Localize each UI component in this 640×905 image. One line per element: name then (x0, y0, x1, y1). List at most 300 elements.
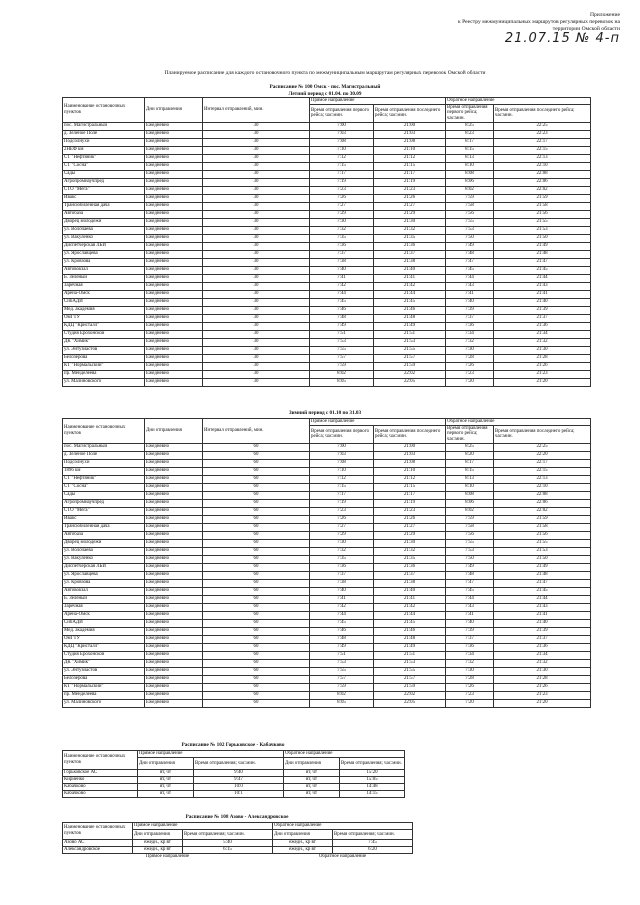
table-cell: 60 (203, 475, 310, 483)
col-backward: Обратное направление (446, 419, 591, 426)
table-cell: 21:45 (494, 587, 591, 595)
table-cell: 21:40 (374, 587, 446, 595)
table-cell: 7:58 (446, 523, 494, 531)
table-row (63, 523, 591, 531)
table-cell: 21:34 (494, 330, 591, 338)
stop-name-cell: СибАДИ (63, 619, 145, 627)
table-cell: Ежедневно (145, 483, 203, 491)
table-cell: 7:03 (310, 451, 374, 459)
col-forward: Прямое направление (310, 98, 446, 105)
table-cell: Ежедневно (145, 378, 203, 386)
table-cell: 21:46 (374, 306, 446, 314)
col-backward: Обратное направление (284, 751, 405, 758)
table-cell: 7:53 (446, 226, 494, 234)
table-cell: 21:56 (494, 210, 591, 218)
stop-name-cell: СТ "Нефтяник" (63, 154, 145, 162)
table-cell: 30 (203, 266, 310, 274)
stop-name-cell: Диспетчерская ЛБИ (63, 242, 145, 250)
stop-name-cell: Азово АС (63, 840, 133, 847)
table-cell: 60 (203, 587, 310, 595)
table-cell: 21:30 (494, 667, 591, 675)
table-cell: 7:08 (310, 138, 374, 146)
table-cell: 30 (203, 170, 310, 178)
route100-winter-table (62, 418, 591, 708)
table-cell: 10:0 (194, 784, 284, 791)
table-cell: Ежедневно (145, 507, 203, 515)
table-cell: Ежедневно (145, 515, 203, 523)
table-cell: 22:15 (494, 467, 591, 475)
table-cell: Ежедневно (145, 459, 203, 467)
table-cell: Ежедневно (145, 226, 203, 234)
table-cell: 22:25 (494, 122, 591, 130)
table-cell: 10:1 (194, 791, 284, 798)
table-cell: 22:08 (494, 491, 591, 499)
table-cell: вт, чт (138, 791, 194, 798)
stop-name-cell: Горьковское АС (63, 770, 138, 777)
table-cell: Ежедневно (145, 547, 203, 555)
stop-name-cell: КТ "Нормальский" (63, 362, 145, 370)
table-cell: 60 (203, 667, 310, 675)
stop-name-cell: ОмГТУ (63, 314, 145, 322)
table-cell: 30 (203, 306, 310, 314)
table-row (63, 691, 591, 699)
table-cell: 21:49 (374, 322, 446, 330)
table-row (63, 154, 591, 162)
table-cell: 21:23 (494, 691, 591, 699)
table-cell: 22:08 (494, 170, 591, 178)
table-cell: 7:48 (446, 571, 494, 579)
table-cell: 21:50 (494, 555, 591, 563)
table-cell: 7:38 (310, 579, 374, 587)
table-cell: 7:41 (310, 595, 374, 603)
table-cell: Ежедневно (145, 338, 203, 346)
route108-title (62, 814, 412, 821)
table-cell: 7:37 (310, 571, 374, 579)
stop-name-cell: 2НЕФ км (63, 146, 145, 154)
appendix-block (410, 12, 620, 46)
table-cell: 7:40 (446, 619, 494, 627)
table-cell: 22:10 (494, 162, 591, 170)
table-cell: 60 (203, 603, 310, 611)
table-cell: ежедн., кр вт (273, 847, 333, 854)
table-cell: 7:15 (310, 162, 374, 170)
table-row (63, 571, 591, 579)
stop-name-cell: Белозерова (63, 354, 145, 362)
table-cell: 21:42 (374, 603, 446, 611)
table-cell: 60 (203, 507, 310, 515)
table-cell: 60 (203, 683, 310, 691)
table-cell: 8:05 (310, 699, 374, 707)
table-cell: 15:05 (340, 777, 405, 784)
table-cell: 60 (203, 523, 310, 531)
table-cell: 60 (203, 595, 310, 603)
table-cell: 30 (203, 242, 310, 250)
table-row (63, 234, 591, 242)
table-cell: 7:20 (446, 378, 494, 386)
table-cell: 21:15 (374, 483, 446, 491)
table-cell: 7:36 (310, 563, 374, 571)
table-cell: 21:57 (374, 354, 446, 362)
table-cell: 7:59 (446, 515, 494, 523)
stop-name-cell: Агропромнаучпред (63, 499, 145, 507)
table-cell: 21:32 (494, 338, 591, 346)
table-cell: 8:25 (446, 443, 494, 451)
stop-name-cell: Автовокзал (63, 266, 145, 274)
table-cell: 7:48 (310, 314, 374, 322)
col-backward: Обратное направление (446, 98, 591, 105)
table-row (63, 619, 591, 627)
table-cell: 6:20 (333, 847, 413, 854)
stop-name-cell: Дворец молодежи (63, 218, 145, 226)
table-row (63, 791, 405, 798)
table-cell: 21:28 (494, 675, 591, 683)
table-cell: Ежедневно (145, 475, 203, 483)
table-cell: 8:02 (310, 691, 374, 699)
table-cell: Ежедневно (145, 531, 203, 539)
table-row (63, 595, 591, 603)
stop-name-cell: ДК "Химик" (63, 338, 145, 346)
table-cell: 7:50 (446, 555, 494, 563)
table-cell: Ежедневно (145, 154, 203, 162)
table-cell: 30 (203, 202, 310, 210)
table-cell: 7:55 (310, 346, 374, 354)
table-cell: Ежедневно (145, 595, 203, 603)
table-cell: 21:55 (374, 667, 446, 675)
table-cell: 7:30 (310, 218, 374, 226)
table-cell: 7:08 (310, 459, 374, 467)
table-cell: 30 (203, 346, 310, 354)
table-cell: Ежедневно (145, 170, 203, 178)
summer-period-title: Летний период с 01.04. по 30.09 (288, 90, 362, 97)
table-cell: 22:20 (494, 451, 591, 459)
table-cell: Ежедневно (145, 603, 203, 611)
table-cell: 22:06 (494, 178, 591, 186)
table-cell: 21:53 (494, 547, 591, 555)
stop-name-cell: Диспетчерская ЛБИ (63, 563, 145, 571)
table-cell: 7:28 (446, 354, 494, 362)
table-cell: 60 (203, 531, 310, 539)
stop-name-cell: Агропромнаучпред (63, 178, 145, 186)
route100-title-text: Расписание № 100 Омск - пос. Магистральный (269, 84, 381, 90)
table-cell: вт, чт (138, 784, 194, 791)
stop-name-cell: Подсолнухи (63, 459, 145, 467)
table-cell: 21:43 (494, 603, 591, 611)
col-fwd-time: Время отправления; час:мин. (194, 758, 284, 770)
table-cell: вт, чт (138, 777, 194, 784)
table-cell: 7:32 (446, 338, 494, 346)
table-cell: 60 (203, 491, 310, 499)
table-cell: 21:44 (374, 290, 446, 298)
col-back-time: Время отправления; час:мин. (333, 830, 413, 840)
table-cell: 7:53 (310, 659, 374, 667)
table-cell: Ежедневно (145, 122, 203, 130)
route102-title (62, 742, 404, 749)
table-cell: Ежедневно (145, 675, 203, 683)
table-cell: 7:51 (310, 651, 374, 659)
table-cell: ежедн., кр вт (133, 847, 183, 854)
stop-name-cell: СТО "Мега" (63, 186, 145, 194)
table-row (63, 306, 591, 314)
table-cell: 21:48 (494, 250, 591, 258)
stop-name-cell: пр. Менделеева (63, 691, 145, 699)
table-cell: 22:15 (494, 146, 591, 154)
table-cell: 60 (203, 547, 310, 555)
table-row (63, 587, 591, 595)
table-cell: 14:48 (340, 784, 405, 791)
table-cell: 7:35 (310, 555, 374, 563)
table-cell: 22:25 (494, 443, 591, 451)
stop-name-cell: СибАДИ (63, 298, 145, 306)
table-cell: 21:27 (374, 202, 446, 210)
table-cell: 21:48 (374, 635, 446, 643)
col-back-first: Время отправления первого рейса; час:мин. (446, 104, 494, 122)
table-cell: 8:06 (446, 178, 494, 186)
table-cell: 8:02 (446, 507, 494, 515)
table-row (63, 611, 591, 619)
table-row (63, 122, 591, 130)
table-row (63, 659, 591, 667)
table-cell: 22:23 (494, 130, 591, 138)
table-cell: 7:27 (310, 202, 374, 210)
table-cell: Ежедневно (145, 499, 203, 507)
col-stop: Наименование остановочных пунктов (63, 98, 145, 123)
table-cell: 21:41 (374, 274, 446, 282)
appendix-line1: Приложение (589, 12, 620, 18)
table-cell: 30 (203, 290, 310, 298)
table-cell: 7:20 (446, 699, 494, 707)
table-cell: 21:41 (494, 611, 591, 619)
stop-name-cell: пос. Магистральный (63, 443, 145, 451)
table-cell: 60 (203, 483, 310, 491)
table-cell: Ежедневно (145, 699, 203, 707)
table-cell: 7:59 (310, 683, 374, 691)
table-cell: 30 (203, 314, 310, 322)
col-fwd-first: Время отправления первого рейса; час:мин. (310, 104, 374, 122)
table-cell: 21:58 (494, 523, 591, 531)
table-cell: 7:23 (446, 691, 494, 699)
table-cell: 7:43 (446, 282, 494, 290)
table-cell: 7:15 (310, 483, 374, 491)
table-cell: 7:17 (310, 491, 374, 499)
table-cell: 8:13 (446, 475, 494, 483)
table-cell: 8:08 (446, 491, 494, 499)
table-cell: Ежедневно (145, 667, 203, 675)
table-cell: 30 (203, 282, 310, 290)
table-cell: 7:47 (446, 258, 494, 266)
table-cell: 21:12 (374, 475, 446, 483)
col-fwd-days: Дни отправления (138, 758, 194, 770)
stop-name-cell: Трансюбилейная дача (63, 202, 145, 210)
table-row (63, 354, 591, 362)
table-cell: 7:49 (446, 242, 494, 250)
table-cell: 7:53 (310, 338, 374, 346)
table-cell: 30 (203, 218, 310, 226)
table-cell: 21:35 (374, 555, 446, 563)
table-cell: 7:44 (446, 274, 494, 282)
table-cell: 7:37 (310, 250, 374, 258)
stop-name-cell: ул. Малиновского (63, 378, 145, 386)
stop-name-cell: СТ "Нефтяник" (63, 475, 145, 483)
table-cell: 21:35 (374, 234, 446, 242)
table-cell: ежедн., кр вт (133, 840, 183, 847)
table-cell: 21:40 (494, 619, 591, 627)
table-cell: 21:37 (494, 314, 591, 322)
table-cell: Ежедневно (145, 330, 203, 338)
table-cell: 7:44 (310, 290, 374, 298)
table-cell: 30 (203, 226, 310, 234)
stop-name-cell: Заречная (63, 282, 145, 290)
table-row (63, 667, 591, 675)
table-cell: 21:53 (374, 338, 446, 346)
table-row (63, 138, 591, 146)
table-cell: 7:12 (310, 154, 374, 162)
table-cell: 7:26 (446, 683, 494, 691)
table-cell: 21:10 (374, 467, 446, 475)
table-cell: 6:15 (183, 847, 273, 854)
col-back-days: Дни отправления (273, 830, 333, 840)
table-cell: 30 (203, 370, 310, 378)
table-cell: 7:12 (310, 475, 374, 483)
stop-name-cell: Автовокзал (63, 587, 145, 595)
table-cell: 7:23 (446, 370, 494, 378)
table-cell: 22:17 (494, 138, 591, 146)
table-cell: 21:41 (374, 595, 446, 603)
table-cell: 7:36 (446, 643, 494, 651)
table-cell: 60 (203, 579, 310, 587)
table-cell: 30 (203, 178, 310, 186)
route102-title-text: Расписание № 102 Горьковское - Кабачково (181, 742, 285, 748)
table-row (63, 186, 591, 194)
stop-name-cell: Заречная (63, 603, 145, 611)
table-cell: вт, чт (284, 784, 340, 791)
table-cell: 22:17 (494, 459, 591, 467)
table-cell: 7:26 (310, 194, 374, 202)
table-cell: 7:56 (446, 210, 494, 218)
table-cell: 60 (203, 499, 310, 507)
col-stop: Наименование остановочных пунктов (63, 419, 145, 444)
table-cell: Ежедневно (145, 250, 203, 258)
table-cell: Ежедневно (145, 130, 203, 138)
col-days: Дни отправления (145, 98, 203, 123)
table-row (63, 547, 591, 555)
table-cell: 30 (203, 338, 310, 346)
table-cell: 60 (203, 467, 310, 475)
table-cell: 21:34 (494, 651, 591, 659)
table-cell: 7:51 (310, 330, 374, 338)
table-cell: Ежедневно (145, 322, 203, 330)
appendix-line2: к Реестру межмуниципальных маршрутов регулярных перевозок на (458, 19, 620, 25)
table-cell: Ежедневно (145, 611, 203, 619)
table-cell: 7:59 (310, 362, 374, 370)
table-cell: 14:15 (340, 791, 405, 798)
table-cell: Ежедневно (145, 354, 203, 362)
stop-name-cell: КДЦ "Кристалл" (63, 322, 145, 330)
stop-name-cell: Мед. академия (63, 627, 145, 635)
table-cell: 22:05 (374, 378, 446, 386)
stop-name-cell: Подсолнухи (63, 138, 145, 146)
table-row (63, 539, 591, 547)
stop-name-cell: пр. Менделеева (63, 370, 145, 378)
stop-name-cell: ул. Энтузиастов (63, 346, 145, 354)
table-cell: 21:57 (374, 675, 446, 683)
stop-name-cell: Кириенко (63, 777, 138, 784)
table-cell: 60 (203, 635, 310, 643)
table-cell: 21:28 (494, 354, 591, 362)
table-cell: 21:03 (374, 130, 446, 138)
table-row (63, 250, 591, 258)
table-row (63, 467, 591, 475)
table-cell: Ежедневно (145, 362, 203, 370)
winter-period-title (60, 410, 590, 417)
table-cell: 21:37 (494, 635, 591, 643)
table-cell: 7:36 (310, 242, 374, 250)
table-row (63, 298, 591, 306)
table-cell: 21:44 (494, 274, 591, 282)
stop-name-cell: Б. Зеленый (63, 274, 145, 282)
table-cell: Ежедневно (145, 282, 203, 290)
table-cell: 8:10 (446, 162, 494, 170)
table-cell: 21:29 (374, 210, 446, 218)
table-cell: 30 (203, 130, 310, 138)
table-cell: 7:39 (446, 627, 494, 635)
stop-name-cell: СТ "Сосна" (63, 162, 145, 170)
table-cell: 8:15 (446, 146, 494, 154)
table-cell: 60 (203, 675, 310, 683)
table-cell: 7:41 (446, 611, 494, 619)
table-cell: 7:50 (446, 234, 494, 242)
table-cell: 8:17 (446, 138, 494, 146)
table-cell: 21:20 (494, 378, 591, 386)
table-cell: 30 (203, 186, 310, 194)
stop-name-cell: д. Зеленое Поле (63, 130, 145, 138)
table-cell: 60 (203, 539, 310, 547)
table-cell: Ежедневно (145, 298, 203, 306)
col-back-days: Дни отправления (284, 758, 340, 770)
table-cell: 21:36 (374, 242, 446, 250)
table-cell: 7:55 (446, 539, 494, 547)
table-cell: 7:32 (310, 226, 374, 234)
table-cell: 7:41 (446, 290, 494, 298)
table-cell: 8:02 (310, 370, 374, 378)
table-row (63, 563, 591, 571)
table-cell: Ежедневно (145, 266, 203, 274)
table-cell: 22:13 (494, 475, 591, 483)
table-cell: 30 (203, 298, 310, 306)
table-cell: 60 (203, 611, 310, 619)
table-cell: 8:17 (446, 459, 494, 467)
route108-table (62, 822, 413, 861)
table-cell: 30 (203, 330, 310, 338)
table-cell: 60 (203, 451, 310, 459)
table-cell: 7:44 (446, 595, 494, 603)
table-cell: 21:27 (374, 523, 446, 531)
table-row (63, 840, 413, 847)
table-cell: 8:23 (446, 130, 494, 138)
stop-name-cell: СТО "Мега" (63, 507, 145, 515)
table-row (63, 499, 591, 507)
table-cell: 21:12 (374, 154, 446, 162)
route108-title-text: Расписание № 108 Азово - Александровское (185, 814, 289, 820)
stop-name-cell: Сады (63, 491, 145, 499)
table-cell: 7:26 (446, 362, 494, 370)
table-row (63, 330, 591, 338)
table-cell: 7:45 (310, 298, 374, 306)
table-cell: 7:56 (446, 531, 494, 539)
table-cell: Ежедневно (145, 138, 203, 146)
table-cell: 21:56 (494, 531, 591, 539)
table-row (63, 699, 591, 707)
table-cell: 21:38 (374, 258, 446, 266)
